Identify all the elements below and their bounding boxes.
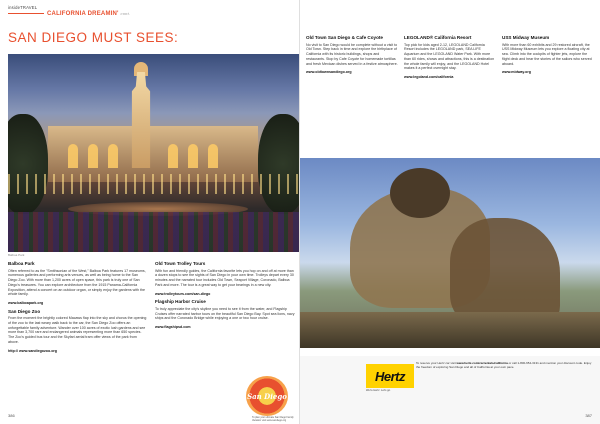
section-label: CALIFORNIA DREAMIN' [47,11,119,17]
photo-ground [300,312,600,348]
legoland-link[interactable]: www.legoland.com/california [404,74,454,79]
right-column-1 [306,36,398,79]
harbor-heading: Flagship Harbor Cruise [155,299,206,305]
balboa-heading: Balboa Park [8,261,35,266]
harbor-body: To truly appreciate the city's skyline you need to see it from the water, and Flagship Cruises offer narrated harbor tours on the beautiful San Diego Bay. Spot sea lions, navy ships and the Coronado Bridge while enjoying a one or two hour cruise. [155,306,295,321]
hero-arch [168,144,178,168]
left-column-2 [155,262,295,334]
page-title: SAN DIEGO MUST SEES: [8,30,179,45]
hero-arch [88,144,98,168]
hertz-link[interactable]: www.hertz.com/carrentals/california [456,361,508,365]
hertz-body-text-2: or call 1-800-654-3131 and mention your discount code. Enjoy the freedom of exploring San Diego and all of California at your own pace. [416,361,592,369]
page-number-left: 386 [8,413,15,418]
right-column-2 [404,36,496,84]
section-sub-label: cont. [120,11,131,16]
old-town-horse-photo [300,158,600,348]
hertz-body [416,362,592,370]
hero-arch [188,144,198,168]
hero-tree-right [258,114,300,214]
trolley-body: With fun and friendly guides, the California favorite lets you hop on and off at more than a dozen stops to see the sights of San Diego in your own time. Trolleys depart every 30 minutes and the narrated tour includes Old Town, Seaport Village, Coronado, Balboa Park and more. The tour is a great way to get your bearings in a new city. [155,268,294,287]
hero-photo-balboa-park [8,54,300,252]
hero-tree-left [8,114,48,214]
hero-arch [108,144,118,168]
zoo-heading: San Diego Zoo [8,308,41,314]
midway-heading: USS Midway Museum [502,35,550,40]
right-page [300,0,600,424]
zoo-body: From the moment the brightly colored Macaws flap into the sky and chorus the opening of the zoo to the last weary walk back to the car, the San Diego Zoo offers an unforgettable family adventure. Wander over 100 acres of exotic lush gardens and see more than 3,700 rare and endangered animals representing more than 650 species. The Zoo's guided bus tour and the Skyfari aerial tram offer views of the park from above. [8,316,147,344]
san-diego-logo: San Diego [246,376,288,416]
page-number-right: 387 [585,413,592,418]
section-rule [8,13,44,14]
legoland-heading: LEGOLAND® California Resort [404,35,472,40]
left-column-1 [8,262,148,357]
magazine-header: insideTRAVEL [8,5,38,10]
midway-body: With more than 60 exhibits and 29 restored aircraft, the USS Midway Museum lets you explore a floating city at sea. Climb into the cockpits of fighter jets, explore the flight deck and hear the stories of the sailors who served aboard. [502,42,592,66]
harbor-link[interactable]: www.flagshipsd.com [155,325,191,330]
section-tag [8,11,130,17]
photo-mane [390,168,450,218]
hero-arch [208,144,218,168]
trolley-link[interactable]: www.trolleytours.com/san-diego [155,291,211,296]
hero-garden [8,212,300,252]
hero-arch [68,144,78,168]
hertz-tagline: We're Hertz. Let's go. [366,389,391,392]
right-column-3 [502,36,594,79]
hertz-body-text: To reserve your Hertz car visit [416,361,456,365]
hertz-logo: Hertz [366,364,414,388]
oldtown-body: No visit to San Diego would be complete without a visit to Old Town. Step back in time and explore the birthplace of California with its historic buildings, shops and restaurants. Stop by Cafe Coyote for homemade tortillas and fresh Mexican dishes served in a festive atmosphere. [306,42,398,66]
zoo-link[interactable]: http:// www.sandiegozoo.org [8,348,57,353]
hero-credit: Balboa Park [8,253,25,257]
trolley-heading: Old Town Trolley Tours [155,261,206,266]
oldtown-link[interactable]: www.oldtownsandiego.org [306,70,352,75]
legoland-body: Top pick for kids aged 2-12, LEGOLAND California Resort includes the LEGOLAND park, SEA LIFE Aquarium and the LEGOLAND Water Park. With more than 60 rides, shows and attractions, this is a destination the whole family will enjoy, and the LEGOLAND Hotel makes it a perfect overnight stay. [404,42,495,71]
hero-lights [8,174,300,194]
hertz-ad [300,356,600,424]
balboa-link[interactable]: www.balboapark.org [8,300,44,305]
oldtown-heading: Old Town San Diego & Cafe Coyote [306,35,383,40]
san-diego-caption: To plan your ultimate San Diego Family Vacation visit www.sandiego.org [252,416,294,422]
balboa-body: Often referred to as the "Smithsonian of the West," Balboa Park features 17 museums, numerous galleries and performing arts venues, as well as being home to the San Diego Zoo. With more than 1,200 acres of open space, this park is truly one of San Diego's treasures. You can explore architecture from the 1915 Panama-California Exposition, attend a concert on an outdoor organ, or simply enjoy the gardens with the whole family. [8,268,146,297]
midway-link[interactable]: www.midway.org [502,70,531,75]
